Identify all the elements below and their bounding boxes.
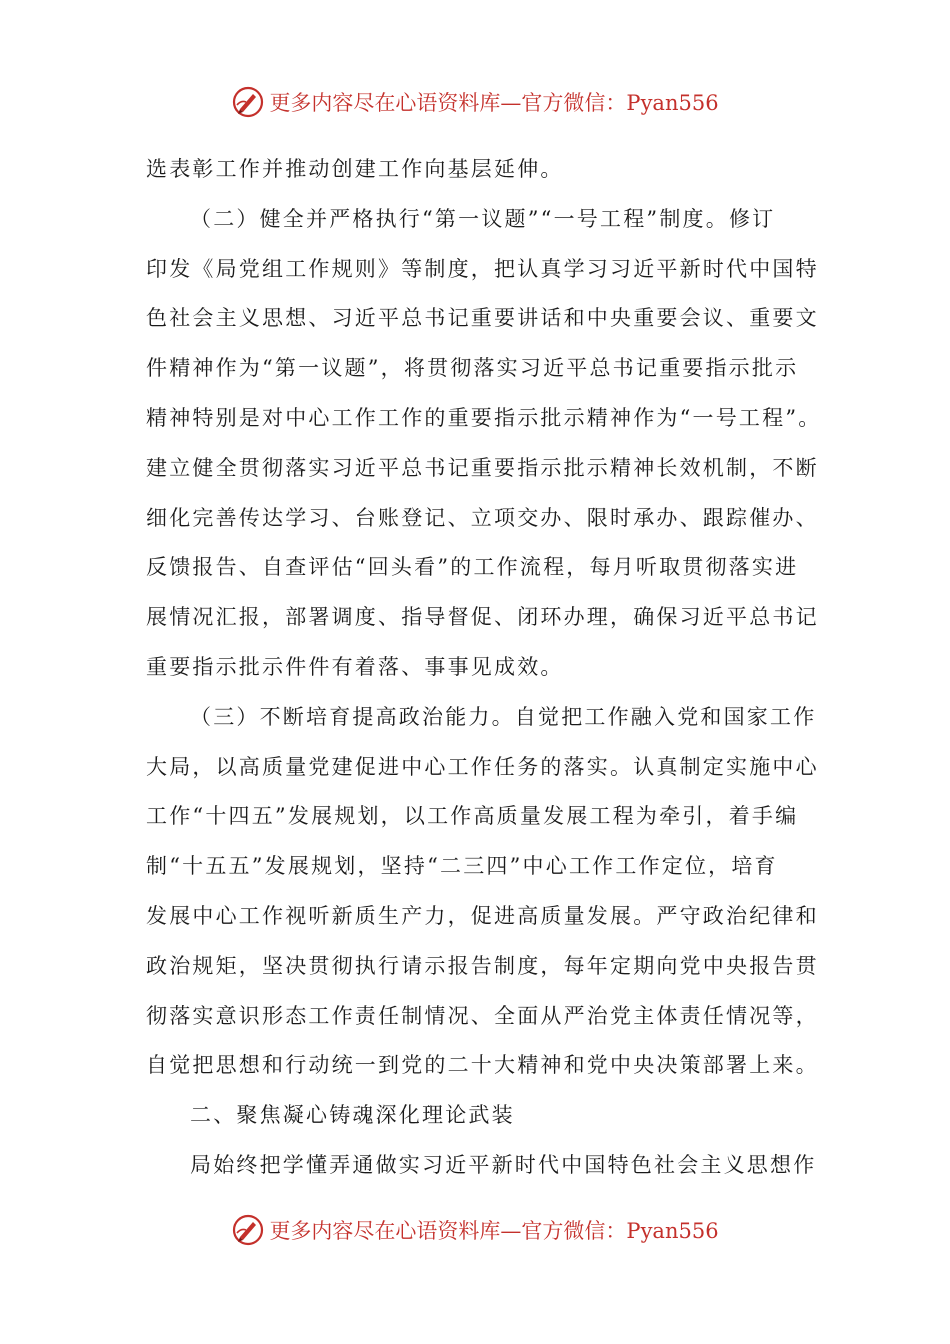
body-line: 反馈报告、自查评估“回头看”的工作流程，每月听取贯彻落实进 — [146, 555, 799, 580]
body-line: 重要指示批示件件有着落、事事见成效。 — [146, 654, 564, 679]
body-line: 工作“十四五”发展规划，以工作高质量发展工程为牵引，着手编 — [146, 804, 799, 829]
body-line: 细化完善传达学习、台账登记、立项交办、限时承办、跟踪催办、 — [146, 505, 819, 530]
body-line: 发展中心工作视听新质生产力，促进高质量发展。严守政治纪律和 — [146, 903, 819, 928]
header-banner — [0, 80, 950, 124]
body-line: 印发《局党组工作规则》等制度，把认真学习习近平新时代中国特 — [146, 256, 819, 281]
document-body — [146, 145, 822, 1191]
section-heading: 二、聚焦凝心铸魂深化理论武装 — [190, 1103, 515, 1128]
header-banner-text: 更多内容尽在心语资料库—官方微信：Pyan556 — [269, 91, 719, 115]
footer-banner-text: 更多内容尽在心语资料库—官方微信：Pyan556 — [269, 1219, 719, 1243]
pen-logo-icon — [231, 85, 265, 119]
paragraph-heading-3: （三）不断培育提高政治能力。自觉把工作融入党和国家工作 — [190, 704, 817, 729]
footer-banner — [0, 1208, 950, 1252]
pen-logo-icon — [231, 1213, 265, 1247]
body-line: 大局，以高质量党建促进中心工作任务的落实。认真制定实施中心 — [146, 754, 819, 779]
body-line: 政治规矩，坚决贯彻执行请示报告制度，每年定期向党中央报告贯 — [146, 953, 819, 978]
body-line: 建立健全贯彻落实习近平总书记重要指示批示精神长效机制，不断 — [146, 455, 819, 480]
body-line: 彻落实意识形态工作责任制情况、全面从严治党主体责任情况等， — [146, 1003, 819, 1028]
body-line: 局始终把学懂弄通做实习近平新时代中国特色社会主义思想作 — [190, 1152, 817, 1177]
body-line: 件精神作为“第一议题”，将贯彻落实习近平总书记重要指示批示 — [146, 356, 799, 381]
body-line: 展情况汇报，部署调度、指导督促、闭环办理，确保习近平总书记 — [146, 605, 819, 630]
body-line: 自觉把思想和行动统一到党的二十大精神和党中央决策部署上来。 — [146, 1053, 819, 1078]
paragraph-heading-2: （二）健全并严格执行“第一议题”“一号工程”制度。修订 — [190, 206, 776, 231]
body-line: 选表彰工作并推动创建工作向基层延伸。 — [146, 157, 564, 181]
body-line: 色社会主义思想、习近平总书记重要讲话和中央重要会议、重要文 — [146, 306, 819, 331]
body-line: 制“十五五”发展规划，坚持“二三四”中心工作工作定位，培育 — [146, 854, 778, 879]
body-line: 精神特别是对中心工作工作的重要指示批示精神作为“一号工程”。 — [146, 405, 822, 430]
